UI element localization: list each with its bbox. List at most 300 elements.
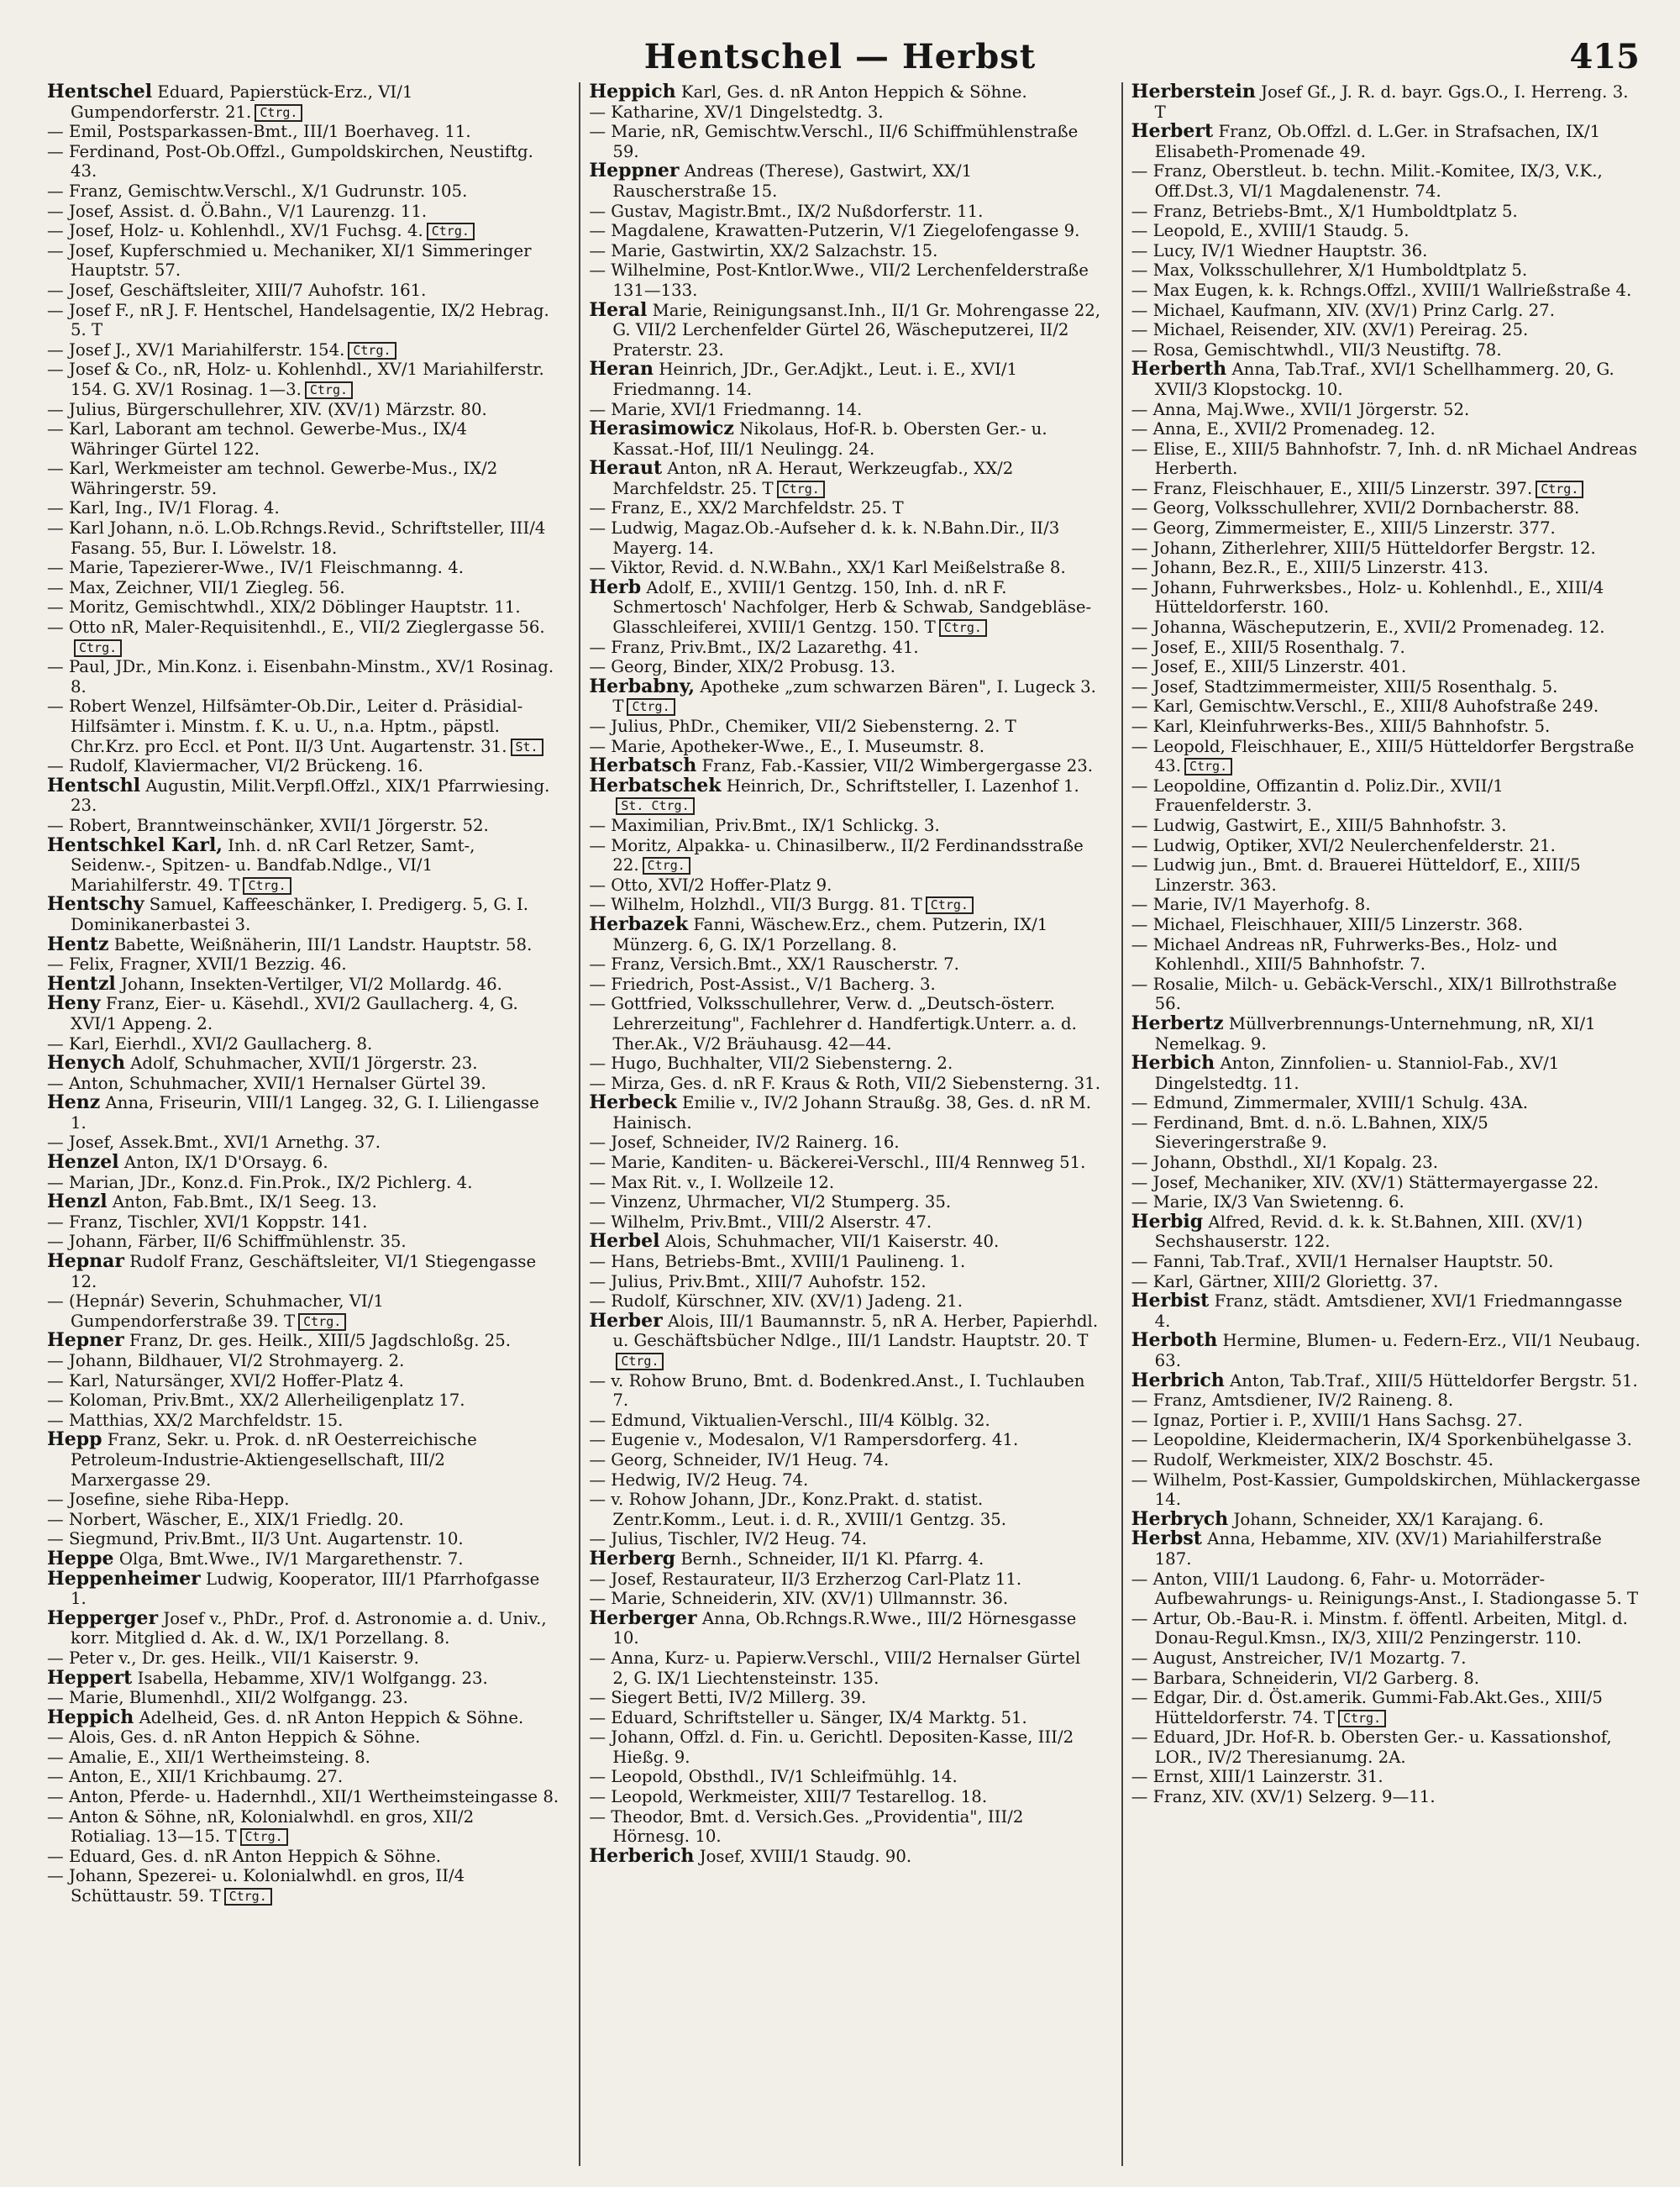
entry-text: Adolf, Schuhmacher, XVII/1 Jörgerstr. 23. [130,1054,478,1074]
entry-text: — Artur, Ob.-Bau-R. i. Minstm. f. öffentl. Arbeiten, Mitgl. d. Donau-Regul.Kmsn., IX/3, XIII/2 Penzingerstr. 110. [1131,1608,1628,1648]
directory-entry [1131,340,1643,360]
telephone-badge: Ctrg. [224,1888,272,1906]
directory-entry [589,518,1100,558]
directory-entry [47,1767,559,1787]
entry-text: Adolf, E., XVIII/1 Gentzg. 150, Inh. d. nR F. Schmertosch' Nachfolger, Herb & Schwab, Sandgebläse-Glasschleiferei, XVIII/1 Gentzg. 150. T [612,577,1092,638]
entry-text: — Ferdinand, Bmt. d. n.ö. L.Bahnen, XIX/5 Sieveringerstraße 9. [1131,1112,1488,1153]
directory-entry [47,419,559,459]
directory-entry [589,103,1100,123]
directory-entry [1131,400,1643,420]
directory-entry [589,122,1100,161]
directory-entry [47,1291,559,1331]
directory-entry [1131,1291,1643,1331]
directory-entry [589,638,1100,658]
directory-entry [589,1430,1100,1450]
directory-entry [589,1272,1100,1292]
entry-surname: Herbertz [1131,1012,1224,1034]
entry-surname: Herbel [589,1230,660,1253]
directory-entry [1131,1569,1643,1609]
directory-entry [589,657,1100,677]
entry-text: Eduard, Papierstück-Erz., VI/1 Gumpendorferstr. 21. [71,82,413,122]
directory-entry [1131,1529,1643,1569]
entry-text: — Anton & Söhne, nR, Kolonialwhdl. en gros, XII/2 Rotialiag. 13—15. T [47,1806,475,1847]
directory-entry [1131,1212,1643,1252]
directory-entry [47,142,559,181]
entry-text: — Rosalie, Milch- u. Gebäck-Verschl., XIX/1 Billrothstraße 56. [1131,974,1617,1014]
entry-surname: Henzel [47,1151,119,1174]
directory-entry [47,1708,559,1728]
entry-text: — Franz, XIV. (XV/1) Selzerg. 9—11. [1131,1787,1436,1807]
entry-text: — Friedrich, Post-Assist., V/1 Bacherg. 3. [589,974,936,994]
entry-surname: Herberich [589,1844,695,1867]
telephone-badge: Ctrg. [1536,481,1583,498]
entry-surname: Herberth [1131,358,1227,381]
entry-text: — Koloman, Priv.Bmt., XX/2 Allerheiligenplatz 17. [47,1391,465,1411]
directory-entry [1131,1507,1643,1530]
directory-entry [589,1192,1100,1212]
entry-text: — Georg, Volksschullehrer, XVII/2 Dornbacherstr. 88. [1131,498,1580,518]
directory-entry [47,1054,559,1074]
entry-text: — Josef, Assek.Bmt., XVI/1 Arnethg. 37. [47,1133,381,1153]
entry-text: — Marie, Tapezierer-Wwe., IV/1 Fleischmanng. 4. [47,558,464,578]
entry-text: Rudolf Franz, Geschäftsleiter, VI/1 Stiegengasse 12. [71,1252,537,1291]
entry-text: — Barbara, Schneiderin, VI/2 Garberg. 8. [1131,1668,1480,1688]
directory-entry [47,895,559,934]
directory-entry [1131,1252,1643,1272]
entry-text: — Josef & Co., nR, Holz- u. Kohlenhdl., XV/1 Mariahilferstr. 154. G. XV/1 Rosinag. 1—3. [47,360,544,399]
entry-text: — Julius, Bürgerschullehrer, XIV. (XV/1) Märzstr. 80. [47,399,487,419]
entry-text: — Josef, Schneider, IV/2 Rainerg. 16. [589,1133,900,1153]
directory-entry [1131,1767,1643,1787]
directory-entry [1131,1113,1643,1153]
directory-entry [589,1589,1100,1609]
entry-text: — Edgar, Dir. d. Öst.amerik. Gummi-Fab.Akt.Ges., XIII/5 Hütteldorferstr. 74. T [1131,1688,1603,1727]
entry-surname: Herbich [1131,1052,1215,1075]
entry-text: — Johann, Bildhauer, VI/2 Strohmayerg. 2. [47,1351,405,1370]
entry-text: — (Hepnár) Severin, Schuhmacher, VI/1 Gumpendorferstraße 39. T [47,1291,384,1331]
entry-surname: Hentschl [47,774,141,796]
entry-surname: Henz [47,1091,101,1114]
directory-entry [1131,498,1643,518]
directory-entry [1131,1054,1643,1093]
directory-entry [589,1309,1100,1371]
entry-surname: Hentschkel Karl, [47,833,223,856]
directory-entry [47,1371,559,1391]
column-2 [579,82,1100,2166]
entry-surname: Herbrich [1131,1369,1225,1391]
entry-text: — Michael Andreas nR, Fuhrwerks-Bes., Holz- und Kohlenhdl., XIII/5 Bahnhofstr. 7. [1131,934,1557,975]
telephone-badge: Ctrg. [255,104,302,122]
entry-text: — Rudolf, Kürschner, XIV. (XV/1) Jadeng. 21. [589,1291,963,1312]
entry-text: — Josef F., nR J. F. Hentschel, Handelsagentie, IX/2 Hebrag. 5. T [47,300,549,340]
directory-entry [1131,360,1643,399]
directory-entry [47,459,559,498]
directory-entry [1131,1787,1643,1807]
telephone-badge: Ctrg. [74,639,122,657]
entry-text: — Franz, Oberstleut. b. techn. Milit.-Komitee, IX/3, V.K., Off.Dst.3, VI/1 Magdalenenstr. 74. [1131,161,1603,201]
directory-entry [1131,1014,1643,1054]
entry-text: Anton, nR A. Heraut, Werkzeugfab., XX/2 Marchfeldstr. 25. T [612,459,1014,498]
directory-entry [1131,1648,1643,1669]
entry-text: Andreas (Therese), Gastwirt, XX/1 Rauscherstraße 15. [612,161,973,201]
entry-text: — Emil, Postsparkassen-Bmt., III/1 Boerhaveg. 11. [47,122,471,142]
entry-text: Anton, IX/1 D'Orsayg. 6. [123,1153,328,1173]
entry-text: — Marie, Apotheker-Wwe., E., I. Museumstr. 8. [589,736,984,756]
column-1 [47,82,559,2166]
directory-entry [589,994,1100,1054]
entry-surname: Herboth [1131,1329,1218,1352]
entry-text: — Anton, E., XII/1 Krichbaumg. 27. [47,1767,344,1787]
directory-entry [47,400,559,420]
entry-text: — Franz, Versich.Bmt., XX/1 Rauscherstr. 7. [589,954,959,975]
telephone-badge: Ctrg. [939,619,987,637]
page-number: 415 [1569,37,1640,76]
entry-surname: Henych [47,1052,125,1075]
entry-surname: Herbist [1131,1290,1210,1312]
entry-surname: Heny [47,992,101,1015]
directory-entry [1131,161,1643,201]
entry-text: — Lucy, IV/1 Wiedner Hauptstr. 36. [1131,240,1428,260]
entry-text: — Karl, Gärtner, XIII/2 Gloriettg. 37. [1131,1271,1439,1291]
entry-text: Anton, Tab.Traf., XIII/5 Hütteldorfer Bergstr. 51. [1230,1370,1638,1391]
directory-entry [589,1054,1100,1074]
entry-text: — Theodor, Bmt. d. Versich.Ges. „Providentia", III/2 Hörnesg. 10. [589,1806,1024,1847]
entry-text: — Marie, nR, Gemischtw.Verschl., II/6 Schiffmühlenstraße 59. [589,122,1079,161]
entry-surname: Herb [589,576,642,598]
entry-text: Karl, Ges. d. nR Anton Heppich & Söhne. [680,82,1027,102]
entry-text: — Ludwig, Gastwirt, E., XIII/5 Bahnhofstr. 3. [1131,815,1507,835]
entry-surname: Heppe [47,1547,114,1569]
directory-entry [589,400,1100,420]
entry-text: — Marian, JDr., Konz.d. Fin.Prok., IX/2 Pichlerg. 4. [47,1172,473,1192]
entry-text: — Georg, Zimmermeister, E., XIII/5 Linzerstr. 377. [1131,518,1556,539]
entry-text: — Max Rit. v., I. Wollzeile 12. [589,1172,835,1192]
entry-text: — Edmund, Zimmermaler, XVIII/1 Schulg. 43A. [1131,1093,1529,1113]
entry-text: Heinrich, Dr., Schriftsteller, I. Lazenhof 1. [726,775,1079,796]
entry-text: — Rudolf, Werkmeister, XIX/2 Boschstr. 45. [1131,1449,1494,1469]
directory-entry [1131,320,1643,340]
entry-text: Emilie v., IV/2 Johann Straußg. 38, Ges. d. nR M. Hainisch. [612,1093,1091,1133]
entry-text: — Johann, Fuhrwerksbes., Holz- u. Kohlenhdl., E., XIII/4 Hütteldorferstr. 160. [1131,577,1604,618]
entry-text: — Marie, IX/3 Van Swietenng. 6. [1131,1192,1404,1212]
entry-text: — Siegmund, Priv.Bmt., II/3 Unt. Augartenstr. 10. [47,1529,464,1549]
entry-text: Nikolaus, Hof-R. b. Obersten Ger.- u. Kassat.-Hof, III/1 Neulingg. 24. [612,419,1047,459]
directory-entry [589,459,1100,498]
entry-text: — August, Anstreicher, IV/1 Mozartg. 7. [1131,1648,1467,1668]
telephone-badge: Ctrg. [1338,1710,1386,1727]
directory-entry [1131,1450,1643,1470]
directory-entry [589,1688,1100,1708]
directory-entry [589,1490,1100,1529]
entry-text: — Ludwig jun., Bmt. d. Brauerei Hütteldorf, E., XIII/5 Linzerstr. 363. [1131,855,1581,895]
entry-text: — Vinzenz, Uhrmacher, VI/2 Stumperg. 35. [589,1192,952,1212]
entry-text: — Moritz, Alpakka- u. Chinasilberw., II/2 Ferdinandsstraße 22. [589,835,1084,875]
directory-entry [589,1232,1100,1252]
entry-text: — Marie, Gastwirtin, XX/2 Salzachstr. 15. [589,240,938,260]
entry-text: — Peter v., Dr. ges. Heilk., VII/1 Kaiserstr. 9. [47,1648,419,1668]
entry-text: — Georg, Schneider, IV/1 Heug. 74. [589,1449,890,1469]
directory-entry [1131,1192,1643,1212]
directory-entry [589,498,1100,518]
entry-surname: Herbst [1131,1527,1202,1550]
directory-entry [47,1666,559,1689]
entry-text: — Josef, Restaurateur, II/3 Erzherzog Carl-Platz 11. [589,1569,1022,1589]
entry-text: — Karl, Ing., IV/1 Florag. 4. [47,498,280,518]
entry-text: — Josef, Assist. d. Ö.Bahn., V/1 Laurenzg. 11. [47,201,428,221]
entry-text: — Michael, Reisender, XIV. (XV/1) Pereirag. 25. [1131,320,1529,340]
entry-surname: Hepp [47,1428,102,1451]
directory-entry [47,578,559,598]
directory-entry [47,833,559,896]
telephone-badge: Ctrg. [305,381,353,399]
directory-entry [589,875,1100,896]
entry-text: Anna, Ob.Rchngs.R.Wwe., III/2 Hörnesgasse 10. [612,1608,1077,1648]
directory-entry [589,1606,1100,1648]
entry-text: — Julius, Priv.Bmt., XIII/7 Auhofstr. 152. [589,1271,927,1291]
entry-text: — Karl, Gemischtw.Verschl., E., XIII/8 Auhofstraße 249. [1131,697,1599,717]
directory-entry [1131,1153,1643,1173]
directory-entry [47,1252,559,1291]
entry-text: — Ernst, XIII/1 Lainzerstr. 31. [1131,1767,1383,1787]
directory-entry [47,221,559,241]
entry-text: — Magdalene, Krawatten-Putzerin, V/1 Ziegelofengasse 9. [589,221,1080,241]
entry-surname: Herbeck [589,1091,677,1114]
entry-text: — Karl Johann, n.ö. L.Ob.Rchngs.Revid., Schriftsteller, III/4 Fasang. 55, Bur. I. Löwelstr. 18. [47,518,546,558]
directory-entry [589,836,1100,875]
directory-entry [589,298,1101,360]
directory-entry [47,1133,559,1153]
entry-text: — Anna, Maj.Wwe., XVII/1 Jörgerstr. 52. [1131,399,1470,419]
directory-entry [47,360,559,399]
directory-entry [589,1093,1100,1133]
entry-text: — Wilhelm, Post-Kassier, Gumpoldskirchen, Mühlackergasse 14. [1131,1469,1641,1510]
entry-text: Alfred, Revid. d. k. k. St.Bahnen, XIII. (XV/1) Sechshauserstr. 122. [1154,1212,1583,1252]
entry-text: — Ludwig, Optiker, XVI/2 Neulerchenfelderstr. 21. [1131,835,1556,855]
directory-entry [589,1074,1100,1094]
directory-entry [589,1529,1100,1549]
directory-entry [1131,1430,1643,1450]
directory-entry [1131,221,1643,241]
directory-entry [1131,479,1643,499]
telephone-badge: St. Ctrg. [616,797,694,815]
directory-entry [589,954,1100,975]
entry-text: — Gottfried, Volksschullehrer, Verw. d. „Deutsch-österr. Lehrerzeitung", Fachlehrer d. Handfertigk.Unterr. a. d. Ther.Ak., V/2 Bräuhausg. 42—44. [589,994,1077,1054]
entry-text: — Elise, E., XIII/5 Bahnhofstr. 7, Inh. d. nR Michael Andreas Herberth. [1131,439,1637,479]
entry-text: — Marie, Schneiderin, XIV. (XV/1) Ullmannstr. 36. [589,1589,1009,1609]
directory-entry [1131,697,1643,717]
entry-text: — Wilhelm, Priv.Bmt., VIII/2 Alserstr. 47. [589,1212,932,1232]
entry-surname: Herbert [1131,120,1214,143]
entry-text: Alois, III/1 Baumannstr. 5, nR A. Herber, Papierhdl. u. Geschäftsbücher Ndlge., III/1 Landstr. Hauptstr. 20. T [612,1311,1099,1351]
directory-entry [1131,717,1643,737]
entry-surname: Hentschy [47,893,144,916]
directory-entry [1131,1391,1643,1411]
entry-text: — Eduard, Schriftsteller u. Sänger, IX/4 Marktg. 51. [589,1707,1027,1727]
entry-text: — Leopold, Obsthdl., IV/1 Schleifmühlg. 14. [589,1767,958,1787]
entry-text: — Josef, E., XIII/5 Linzerstr. 401. [1131,657,1407,677]
entry-surname: Herbabny, [589,675,696,697]
directory-entry [1131,915,1643,935]
entry-text: — Leopoldine, Kleidermacherin, IX/4 Sporkenbühelgasse 3. [1131,1430,1632,1450]
directory-entry [47,1648,559,1669]
directory-entry [1131,935,1643,975]
directory-entry [589,1727,1100,1767]
directory-entry [589,202,1100,222]
directory-entry [589,82,1100,103]
entry-text: — Josefine, siehe Riba-Hepp. [47,1490,290,1510]
telephone-badge: Ctrg. [243,877,291,895]
entry-text: — Otto, XVI/2 Hoffer-Platz 9. [589,875,832,895]
entry-text: — Mirza, Ges. d. nR F. Kraus & Roth, VII/2 Siebensterng. 31. [589,1073,1100,1093]
entry-text: Josef, XVIII/1 Staudg. 90. [699,1846,912,1866]
directory-entry [1131,82,1643,122]
entry-text: — Leopoldine, Offizantin d. Poliz.Dir., XVII/1 Frauenfelderstr. 3. [1131,775,1504,816]
directory-entry [589,1787,1100,1807]
entry-text: — Franz, Tischler, XVI/1 Koppstr. 141. [47,1212,368,1232]
directory-entry [589,912,1100,954]
entry-text: Adelheid, Ges. d. nR Anton Heppich & Söhne. [139,1707,524,1727]
telephone-badge: Ctrg. [427,223,475,240]
entry-text: — Franz, Betriebs-Bmt., X/1 Humboldtplatz 5. [1131,201,1518,221]
directory-entry [47,1549,559,1569]
directory-entry [47,498,559,518]
directory-entry [1131,1470,1643,1510]
entry-surname: Hepnar [47,1250,125,1273]
directory-entry [47,1192,559,1212]
directory-entry [47,1411,559,1431]
entry-surname: Hentschel [47,82,153,103]
entry-text: Samuel, Kaffeeschänker, I. Predigerg. 5, G. I. Dominikanerbastei 3. [71,895,529,934]
directory-entry [47,1727,559,1748]
directory-entry [1131,1093,1643,1113]
directory-entry [47,558,559,578]
directory-entry [1131,836,1643,856]
entry-text: Anna, Tab.Traf., XVI/1 Schellhammerg. 20, G. XVII/3 Klopstockg. 10. [1154,360,1614,399]
directory-entry [1131,1371,1643,1391]
entry-text: — Max, Volksschullehrer, X/1 Humboldtplatz 5. [1131,260,1528,281]
entry-surname: Herasimowicz [589,418,734,440]
entry-text: — Franz, E., XX/2 Marchfeldstr. 25. T [589,498,904,518]
telephone-badge: Ctrg. [1184,758,1232,775]
directory-entry [589,1173,1100,1193]
directory-entry [589,558,1100,578]
directory-entry [589,578,1100,638]
entry-text: — Norbert, Wäscher, E., XIX/1 Friedlg. 20. [47,1509,404,1529]
entry-text: Anna, Friseurin, VIII/1 Langeg. 32, G. I. Liliengasse 1. [71,1093,539,1133]
entry-text: — Edmund, Viktualien-Verschl., III/4 Kölblg. 32. [589,1410,990,1430]
directory-entry [47,1093,559,1133]
entry-text: — Karl, Eierhdl., XVI/2 Gaullacherg. 8. [47,1033,373,1054]
entry-text: — Ignaz, Portier i. P., XVIII/1 Hans Sachsg. 27. [1131,1410,1523,1430]
directory-entry [589,1252,1100,1272]
directory-entry [47,1153,559,1173]
entry-text: — v. Rohow Bruno, Bmt. d. Bodenkred.Anst., I. Tuchlauben 7. [589,1370,1085,1411]
telephone-badge: St. [511,739,543,756]
directory-entry [1131,1609,1643,1648]
directory-entry [1131,1727,1643,1767]
entry-text: — Josef, Kupferschmied u. Mechaniker, XI/1 Simmeringer Hauptstr. 57. [47,240,532,281]
directory-entry [47,340,559,360]
entry-text: — Johann, Offzl. d. Fin. u. Gerichtl. Depositen-Kasse, III/2 Hießg. 9. [589,1727,1074,1767]
directory-entry [1131,1173,1643,1193]
entry-text: Alois, Schuhmacher, VII/1 Kaiserstr. 40. [664,1232,1000,1252]
directory-entry [1131,281,1643,301]
directory-entry [47,776,559,816]
directory-entry [47,756,559,776]
entry-text: — Wilhelmine, Post-Kntlor.Wwe., VII/2 Lerchenfelderstraße 131—133. [589,260,1089,300]
entry-text: Josef Gf., J. R. d. bayr. Ggs.O., I. Herreng. 3. T [1154,82,1629,122]
directory-entry [589,1133,1100,1153]
entry-text: Franz, Sekr. u. Prok. d. nR Oesterreichische Petroleum-Industrie-Aktiengesellschaft, III/2 Marxergasse 29. [71,1430,477,1490]
entry-surname: Heppenheimer [47,1567,201,1590]
entry-text: — Max Eugen, k. k. Rchngs.Offzl., XVIII/1 Wallrießstraße 4. [1131,280,1632,300]
directory-entry [1131,202,1643,222]
entry-text: — Moritz, Gemischtwhdl., XIX/2 Döblinger Hauptstr. 11. [47,597,521,618]
entry-text: — Wilhelm, Holzhdl., VII/3 Burgg. 81. T [589,895,922,915]
entry-text: Franz, städt. Amtsdiener, XVI/1 Friedmanngasse 4. [1154,1291,1623,1331]
entry-text: — v. Rohow Johann, JDr., Konz.Prakt. d. statist. Zentr.Komm., Leut. i. d. R., XVIII/1 Gentzg. 35. [589,1490,1007,1529]
entry-text: — Marie, XVI/1 Friedmanng. 14. [589,399,863,419]
entry-text: — Hans, Betriebs-Bmt., XVIII/1 Paulineng. 1. [589,1252,966,1272]
entry-text: Bernh., Schneider, II/1 Kl. Pfarrg. 4. [680,1548,984,1569]
directory-entry [589,1708,1100,1728]
directory-entry [1131,1331,1643,1370]
directory-entry [47,1034,559,1054]
entry-text: — Marie, IV/1 Mayerhofg. 8. [1131,895,1371,915]
directory-entry [47,281,559,301]
directory-entry [1131,855,1643,895]
entry-text: — Anna, Kurz- u. Papierw.Verschl., VIII/2 Hernalser Gürtel 2, G. IX/1 Liechtensteinstr. 135. [589,1648,1081,1688]
entry-text: — Hugo, Buchhalter, VII/2 Siebensterng. 2. [589,1054,953,1074]
directory-entry [47,1807,559,1847]
entry-text: — Max, Zeichner, VII/1 Ziegleg. 56. [47,577,345,597]
entry-text: — Josef, Holz- u. Kohlenhdl., XV/1 Fuchsg. 4. [47,221,423,241]
entry-text: — Michael, Fleischhauer, XIII/5 Linzerstr. 368. [1131,914,1524,934]
entry-text: — Franz, Amtsdiener, IV/2 Raineng. 8. [1131,1391,1454,1411]
directory-entry [1131,638,1643,658]
entry-text: Franz, Dr. ges. Heilk., XIII/5 Jagdschloßg. 25. [129,1331,512,1351]
entry-text: — Viktor, Revid. d. N.W.Bahn., XX/1 Karl Meißelstraße 8. [589,558,1066,578]
entry-text: — Maximilian, Priv.Bmt., IX/1 Schlickg. 3. [589,815,940,835]
entry-text: — Franz, Fleischhauer, E., XIII/5 Linzerstr. 397. [1131,478,1533,498]
directory-entry [47,122,559,142]
directory-entry [1131,895,1643,915]
entry-surname: Herbazek [589,912,689,935]
entry-text: — Leopold, E., XVIII/1 Staudg. 5. [1131,221,1410,241]
entry-text: Ludwig, Kooperator, III/1 Pfarrhofgasse 1. [71,1569,540,1609]
entry-text: Inh. d. nR Carl Retzer, Samt-, Seidenw.-, Spitzen- u. Bandfab.Ndlge., VI/1 Mariahilferstr. 49. T [71,835,475,895]
entry-text: — Gustav, Magistr.Bmt., IX/2 Nußdorferstr. 11. [589,201,984,221]
directory-columns [47,82,1643,2166]
directory-entry [47,657,559,697]
entry-surname: Herbrych [1131,1507,1229,1530]
directory-entry [589,975,1100,995]
directory-entry [47,1351,559,1371]
directory-entry [47,954,559,975]
directory-entry [1131,301,1643,321]
entry-text: — Josef, Stadtzimmermeister, XIII/5 Rosenthalg. 5. [1131,676,1558,697]
entry-surname: Heral [589,298,648,321]
entry-text: — Paul, JDr., Min.Konz. i. Eisenbahn-Minstm., XV/1 Rosinag. 8. [47,657,554,697]
directory-entry [589,717,1100,737]
entry-text: — Johann, Obsthdl., XI/1 Kopalg. 23. [1131,1153,1439,1173]
entry-text: Olga, Bmt.Wwe., IV/1 Margarethenstr. 7. [118,1548,464,1569]
entry-text: — Anton, VIII/1 Laudong. 6, Fahr- u. Motorräder-Aufbewahrungs- u. Reinigungs-Anst., I. Stadiongasse 5. T [1131,1569,1639,1609]
directory-entry [589,776,1100,816]
entry-surname: Heppert [47,1666,133,1689]
directory-entry [1131,260,1643,281]
directory-entry [47,1688,559,1708]
